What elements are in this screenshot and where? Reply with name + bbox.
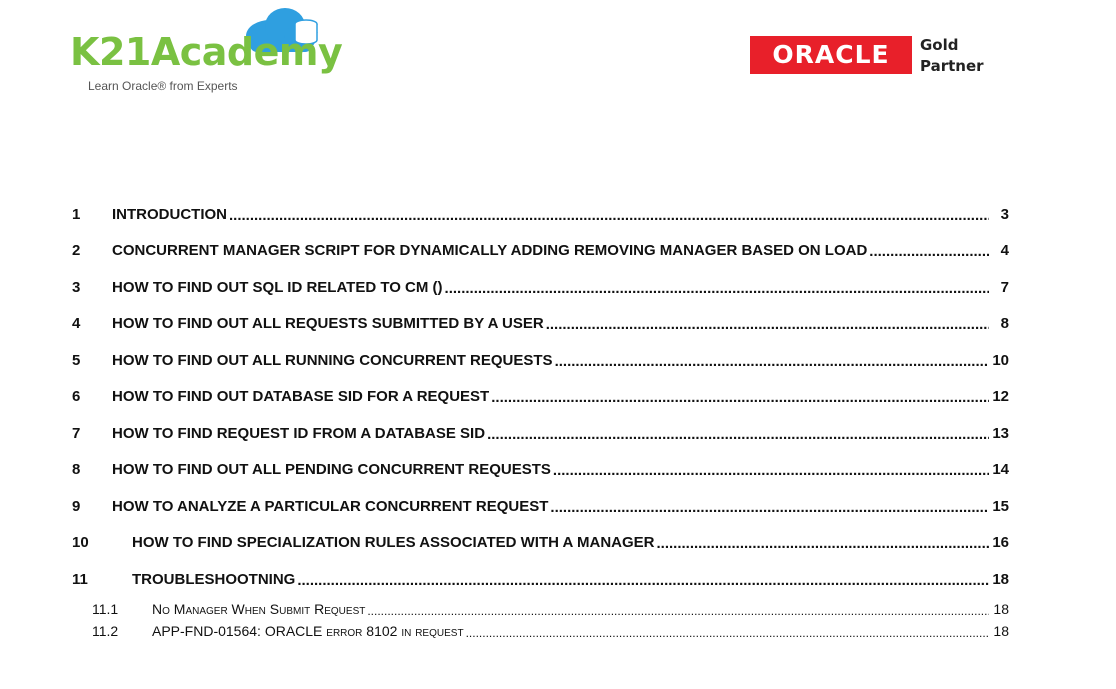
- toc-entry-title: HOW TO FIND SPECIALIZATION RULES ASSOCIATED WITH A MANAGER: [132, 534, 655, 552]
- toc-entry[interactable]: [72, 306, 1009, 343]
- toc-subentry[interactable]: [72, 620, 1009, 642]
- toc-entry[interactable]: [72, 488, 1009, 525]
- toc-entry-page: 7: [1000, 278, 1009, 296]
- toc-entry-number: 3: [72, 278, 81, 296]
- oracle-wordmark: ORACLE: [750, 36, 912, 74]
- toc-entry-number: 4: [72, 315, 81, 333]
- toc-entry[interactable]: [72, 525, 1009, 562]
- toc-subentry[interactable]: [72, 598, 1009, 620]
- toc-entry-number: 9: [72, 497, 81, 515]
- toc-entry-number: 7: [72, 424, 81, 442]
- toc-entry-number: 2: [72, 242, 81, 260]
- toc-entry-title: TROUBLESHOOTNING: [132, 570, 296, 588]
- table-of-contents: [72, 196, 1009, 642]
- toc-entry-title: HOW TO FIND OUT SQL ID RELATED TO CM (): [112, 278, 443, 296]
- partner-level-line1: Gold: [920, 36, 959, 54]
- oracle-gold-partner-logo: [750, 35, 1000, 80]
- toc-entry-number: 11: [72, 570, 88, 588]
- toc-entry-page: 3: [1000, 205, 1009, 223]
- toc-leader-dots: [487, 426, 989, 443]
- toc-entry-title: CONCURRENT MANAGER SCRIPT FOR DYNAMICALLY ADDING REMOVING MANAGER BASED ON LOAD: [112, 242, 868, 260]
- toc-leader-dots: [491, 389, 989, 406]
- k21academy-logo: [70, 6, 343, 98]
- toc-entry-page: 16: [992, 534, 1009, 552]
- toc-entry-page: 12: [992, 388, 1009, 406]
- toc-entry-number: 1: [72, 205, 81, 223]
- toc-entry-title: HOW TO FIND OUT ALL PENDING CONCURRENT REQUESTS: [112, 461, 551, 479]
- toc-subentry-number: 11.1: [92, 600, 119, 617]
- toc-leader-dots: [869, 243, 989, 260]
- toc-entry-page: 13: [992, 424, 1009, 442]
- toc-leader-dots: [657, 535, 990, 552]
- toc-leader-dots: [466, 624, 989, 640]
- toc-entry[interactable]: [72, 233, 1009, 270]
- toc-entry-number: 10: [72, 534, 89, 552]
- toc-leader-dots: [367, 602, 989, 618]
- partner-level: [920, 35, 984, 77]
- toc-entry-title: HOW TO FIND OUT ALL REQUESTS SUBMITTED BY A USER: [112, 315, 544, 333]
- toc-entry[interactable]: [72, 379, 1009, 416]
- toc-entry-number: 8: [72, 461, 81, 479]
- toc-entry-title: HOW TO FIND OUT DATABASE SID FOR A REQUEST: [112, 388, 490, 406]
- toc-entry[interactable]: [72, 196, 1009, 233]
- toc-entry-page: 8: [1000, 315, 1009, 333]
- toc-entry-title: HOW TO ANALYZE A PARTICULAR CONCURRENT REQUEST: [112, 497, 549, 515]
- toc-entry[interactable]: [72, 269, 1009, 306]
- toc-entry-number: 6: [72, 388, 81, 406]
- toc-leader-dots: [555, 353, 989, 370]
- brand-tagline: Learn Oracle® from Experts: [88, 79, 238, 93]
- toc-subentry-page: 18: [993, 600, 1009, 617]
- toc-entry-title: HOW TO FIND OUT ALL RUNNING CONCURRENT REQUESTS: [112, 351, 553, 369]
- toc-entry-title: HOW TO FIND REQUEST ID FROM A DATABASE SID: [112, 424, 486, 442]
- toc-entry-number: 5: [72, 351, 81, 369]
- toc-entry-page: 18: [992, 570, 1009, 588]
- toc-leader-dots: [550, 499, 989, 516]
- toc-entry[interactable]: [72, 342, 1009, 379]
- toc-leader-dots: [546, 316, 989, 333]
- toc-entry-page: 15: [992, 497, 1009, 515]
- toc-subentry-title: APP-FND-01564: ORACLE error 8102 in request: [152, 622, 464, 639]
- toc-leader-dots: [553, 462, 989, 479]
- toc-subentry-page: 18: [993, 622, 1009, 639]
- brand-name: K21Academy: [70, 30, 343, 74]
- toc-entry[interactable]: [72, 452, 1009, 489]
- toc-entry[interactable]: [72, 415, 1009, 452]
- toc-entry-page: 4: [1000, 242, 1009, 260]
- toc-entry-title: INTRODUCTION: [112, 205, 227, 223]
- toc-entry[interactable]: [72, 561, 1009, 598]
- toc-subentry-title: No Manager When Submit Request: [152, 600, 366, 617]
- toc-subentry-number: 11.2: [92, 622, 119, 639]
- toc-leader-dots: [445, 280, 989, 297]
- toc-entry-page: 14: [992, 461, 1009, 479]
- toc-entry-page: 10: [992, 351, 1009, 369]
- toc-leader-dots: [229, 207, 989, 224]
- partner-level-line2: Partner: [920, 57, 984, 75]
- toc-leader-dots: [297, 572, 989, 589]
